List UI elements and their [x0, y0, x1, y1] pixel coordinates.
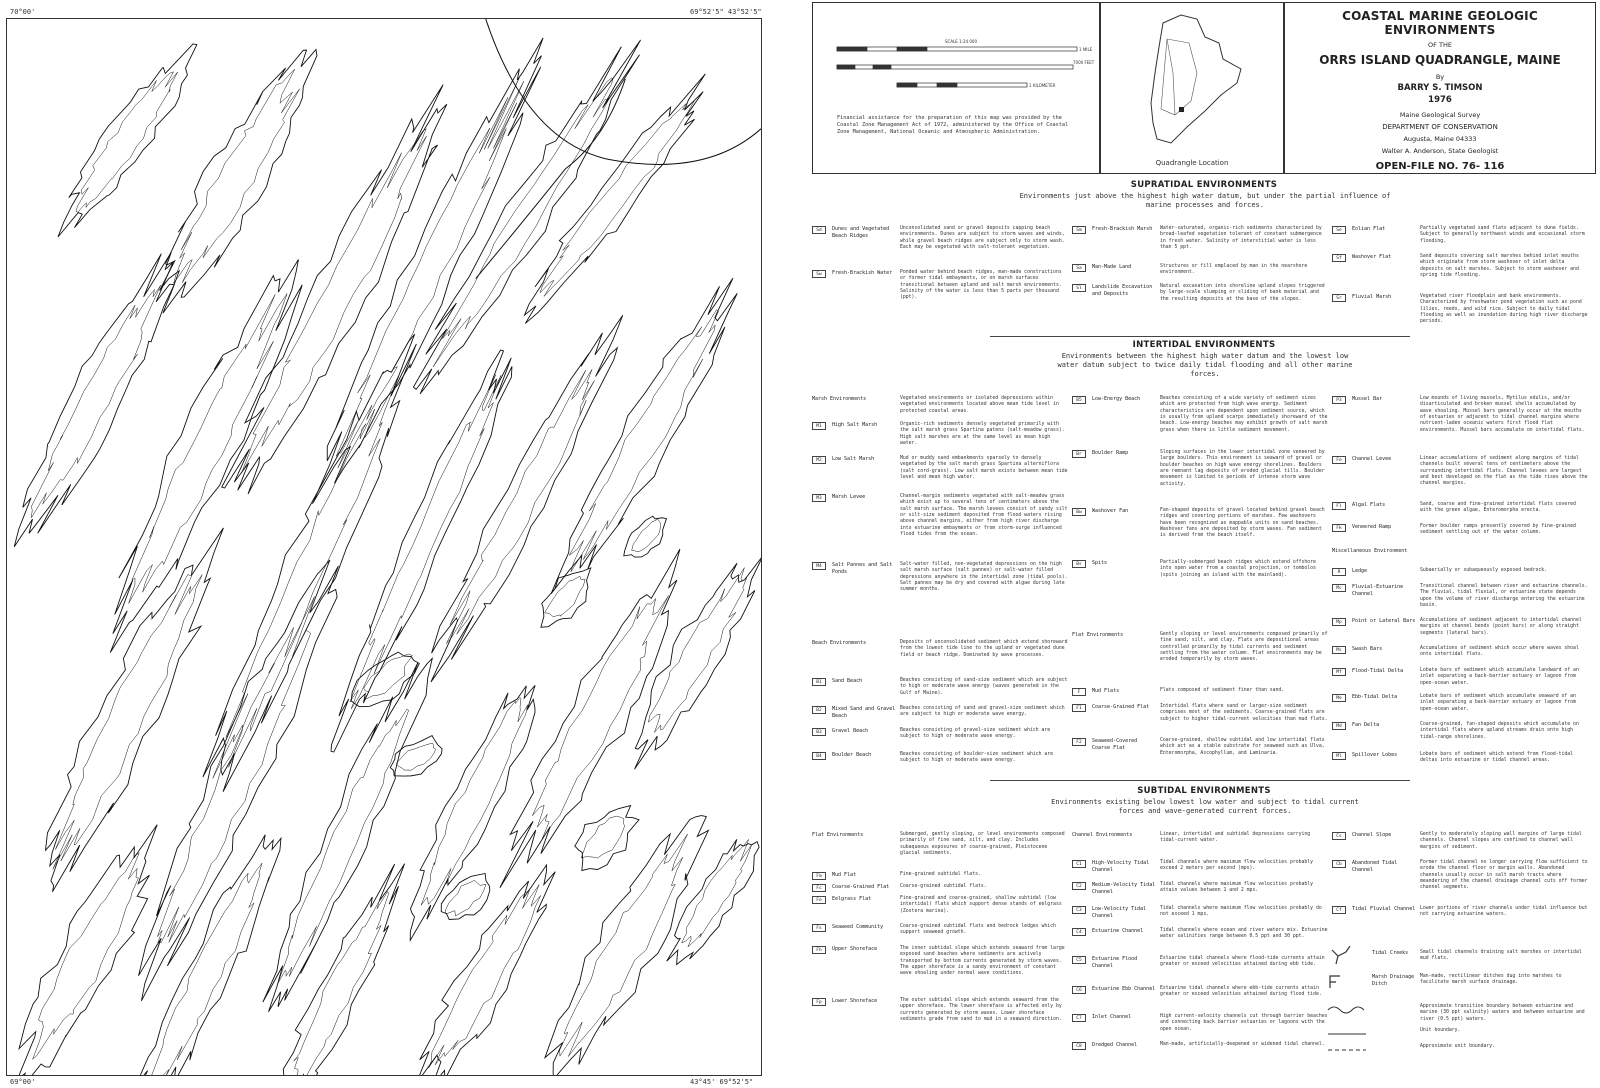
unit-name: Sand Beach: [832, 678, 863, 684]
unit-code-box: Sm: [1072, 226, 1086, 234]
maine-outline-icon: [1101, 3, 1285, 153]
unit-description: Sloping surfaces in the lower intertidal zone veneered by large boulders. This environment is seaward of gravel or boulder beaches on high wave energy shorelines. Boulders are remnant lag deposits of eroded glacial tills. Boulder movement is limited to periods of intense storm wave activity.: [1160, 450, 1325, 487]
unit-code-box: F2: [1072, 738, 1086, 746]
unit-description: Beaches consisting of sand and gravel-size sediment which are subject to high or moderate wave energy.: [900, 706, 1065, 718]
legend-entry: [1332, 694, 1590, 724]
legend-entry: [1072, 560, 1330, 590]
unit-description: Low mounds of living mussels, Mytilus edulis, and/or disarticulated and broken mussel shells accumulated by wave shoaling. Mussel bars generally occur at the mouths of estuaries or adjacent to tidal channel margins where nutrient-laden oceanic waters first flood flat environments. Mussel bars accumulate on intertidal flats.: [1420, 396, 1585, 433]
unit-name: Mud Flat: [832, 872, 857, 878]
unit-name: Fan Delta: [1352, 722, 1380, 728]
unit-description: Sand, coarse and fine-grained intertidal flats covered with the green algae, Enteromorpha erecta.: [1420, 502, 1576, 514]
title-panel: [1284, 2, 1596, 174]
unit-name: Fluvial-Estuarine Channel: [1352, 584, 1404, 597]
unit-name: Abandoned Tidal Channel: [1352, 860, 1398, 873]
title-line3: ORRS ISLAND QUADRANGLE, MAINE: [1319, 53, 1561, 67]
unit-name: Mud Flats: [1092, 688, 1120, 694]
legend-entry: [1072, 704, 1330, 734]
unit-name: Beach Environments: [812, 640, 867, 646]
unit-code-box: Sr: [1332, 294, 1346, 302]
title-agency: Maine Geological Survey: [1399, 111, 1481, 119]
legend-entry: [1072, 1014, 1330, 1044]
unit-description: Accumulations of sediment which occur where waves shoal onto intertidal flats.: [1420, 646, 1579, 658]
unit-description: Flats composed of sediment finer than sand.: [1160, 688, 1285, 693]
legend-entry: [812, 752, 1070, 782]
unit-description: Linear accumulations of sediment along margins of tidal channels built several tens of centimeters above the surrounding intertidal flats. Channel levees are largest and best developed on the flat as the tide rises above the channel margins.: [1420, 456, 1588, 487]
legend-entry: [1332, 294, 1590, 324]
supratidal-subtitle: Environments just above the highest high water datum, but under the partial influence of marine processes and forces.: [1019, 192, 1391, 210]
unit-description: Coarse-grained subtidal flats.: [900, 884, 987, 889]
unit-name: Landslide Excavation and Deposits: [1092, 284, 1153, 297]
unit-code-box: B1: [812, 678, 826, 686]
unit-name: Lower Shoreface: [832, 998, 878, 1004]
unit-description: Salt-water filled, non-vegetated depressions on the high salt marsh surface (salt pannes) or salt-water filled depressions anywhere in the intertidal zone (tidal pools). Salt pannes may be dry and covered with algae during late summer months.: [900, 562, 1068, 593]
unit-description: Coarse-grained subtidal flats and bedrock ledges which support seaweed growth.: [900, 924, 1056, 936]
unit-name: Mixed Sand and Gravel Beach: [832, 706, 896, 719]
unit-name: Man-Made Land: [1092, 264, 1132, 270]
unit-code-box: C5: [1072, 956, 1086, 964]
unit-name: Salt Pannes and Salt Ponds: [832, 562, 893, 575]
title-line2: OF THE: [1428, 41, 1452, 49]
unit-code-box: Sd: [812, 226, 826, 234]
unit-name: Spits: [1092, 560, 1108, 566]
unit-code-box: B4: [812, 752, 826, 760]
divider: [990, 336, 1410, 337]
unit-name: Tidal Fluvial Channel: [1352, 906, 1416, 912]
legend-entry: [812, 494, 1070, 537]
legend-entry: [1072, 956, 1330, 986]
subtidal-subtitle: Environments existing below lowest low water and subject to tidal current forces and wave-generated current forces.: [1051, 798, 1359, 816]
unit-code-box: Ms: [1332, 646, 1346, 654]
scale-km: 1 KILOMETER: [1029, 83, 1056, 88]
geologic-map[interactable]: [6, 18, 762, 1076]
unit-name: Flat Environments: [812, 832, 864, 838]
unit-name: Washover Flat: [1352, 254, 1392, 260]
unit-code-box: B5: [1072, 396, 1086, 404]
unit-code-box: C3: [1072, 906, 1086, 914]
unit-code-box: Cb: [1332, 860, 1346, 868]
legend-group-header: [1072, 832, 1330, 862]
unit-name: Upper Shoreface: [832, 946, 878, 952]
unit-description: Partially vegetated sand flats adjacent to dune fields. Subject to generally northwest winds and occasional storm flooding.: [1420, 226, 1585, 244]
unit-code-box: F1: [1072, 704, 1086, 712]
unit-code-box: Fc: [812, 884, 826, 892]
legend-entry: [1072, 284, 1330, 314]
unit-code-box: B3: [812, 728, 826, 736]
unit-code-box: Fs: [812, 924, 826, 932]
unit-description: Lobate bars of sediment which accumulate landward of an inlet separating a back-barrier estuary or lagoon from open-ocean water.: [1420, 668, 1579, 686]
unit-description: Ponded water behind beach ridges, man-made constructions or former tidal embayments, or on marsh surfaces transitional between upland and salt marsh environments. Salinity of the water is less than 5 parts per thousand (ppt).: [900, 270, 1062, 301]
legend-entry: [812, 562, 1070, 592]
scale-panel: [812, 2, 1100, 174]
unit-name: Gravel Beach: [832, 728, 869, 734]
title-year: 1976: [1428, 95, 1452, 105]
unit-description: Beaches consisting of a wide variety of sediment sizes which are protected from high wave energy. Sediment characteristics are dependent upon sediment source, which is usually from upland scarps immediately shoreward of the beach. Low-energy beaches may exhibit growth of salt marsh grass when there is little sediment movement.: [1160, 396, 1328, 433]
location-caption: Quadrangle Location: [1155, 159, 1229, 167]
unit-code-box: Fe: [812, 896, 826, 904]
symbol-name: Tidal Creeks: [1372, 950, 1409, 956]
unit-description: Fine-grained subtidal flats.: [900, 872, 981, 877]
symbol-description: Approximate unit boundary.: [1420, 1044, 1496, 1049]
legend-entry: [1072, 226, 1330, 256]
unit-code-box: Sl: [1072, 284, 1086, 292]
unit-description: Coarse-grained, shallow subtidal and low intertidal flats which act as a stable substrate for seaweed such as Ulva, Enteromorpha, Ascophyllum, and Laminaria.: [1160, 738, 1325, 756]
legend-entry: [1332, 254, 1590, 284]
unit-code-box: M4: [812, 562, 826, 570]
unit-code-box: Bs: [1072, 560, 1086, 568]
unit-description: Vegetated river floodplain and bank environments. Characterized by freshwater pond vegetation such as pond lilies, reeds, and wild rice. Subject to daily tidal flooding as well as inundation during high river discharge periods.: [1420, 294, 1588, 325]
unit-name: Fluvial Marsh: [1352, 294, 1392, 300]
unit-name: Low-Energy Beach: [1092, 396, 1141, 402]
legend-entry: [812, 422, 1070, 452]
unit-name: Flood-Tidal Delta: [1352, 668, 1404, 674]
unit-code-box: P3: [1332, 396, 1346, 404]
legend-entry: [812, 896, 1070, 926]
legend-group-header: [812, 832, 1070, 862]
unit-description: High current-velocity channels cut through barrier beaches and connecting back barrier estuaries or lagoons with the open ocean.: [1160, 1014, 1328, 1032]
unit-code-box: M1: [812, 422, 826, 430]
unit-name: Estuarine Channel: [1092, 928, 1144, 934]
unit-description: Tidal channels where maximum flow velocities probably attain values between 1 and 2 mps.: [1160, 882, 1314, 894]
unit-name: Channel Environments: [1072, 832, 1133, 838]
legend-entry: [1072, 986, 1330, 1016]
unit-code-box: C2: [1072, 882, 1086, 890]
unit-description: Lobate bars of sediment which extend from flood-tidal deltas into estuarine or tidal channel areas.: [1420, 752, 1574, 764]
legend-entry: [1072, 928, 1330, 958]
unit-code-box: Sw: [812, 270, 826, 278]
unit-code-box: Se: [1332, 226, 1346, 234]
financial-note: Financial assistance for the preparation of this map was provided by the Coastal Zone Management Act of 1972, administered by the Office of Coastal Zone Management, National Oceanic and Atmospheric Administration.: [837, 115, 1069, 136]
unit-description: Former boulder ramps presently covered by fine-grained sediment settling out of the water column.: [1420, 524, 1576, 536]
map-corner-top-right: 69°52'5" 43°52'5": [690, 8, 762, 16]
unit-code-box: C6: [1072, 986, 1086, 994]
approx-boundary-icon: [1326, 1040, 1372, 1060]
unit-name: Seaweed-Covered Coarse Flat: [1092, 738, 1138, 751]
unit-code-box: Fh: [812, 946, 826, 954]
unit-code-box: Cf: [1332, 906, 1346, 914]
legend-entry: [812, 998, 1070, 1028]
legend-group-header: [812, 640, 1070, 670]
legend-entry: [1332, 722, 1590, 752]
unit-description: Beaches consisting of gravel-size sediment which are subject to high or moderate wave energy.: [900, 728, 1051, 740]
unit-name: Seaweed Community: [832, 924, 884, 930]
unit-description: Fine-grained and coarse-grained, shallow subtidal (low intertidal) flats which support dense stands of eelgrass (Zostera marina).: [900, 896, 1062, 914]
unit-description: Estuarine tidal channels where ebb-tide currents attain greater or exceed velocities attained during flood tide.: [1160, 986, 1322, 998]
unit-description: Linear, intertidal and subtidal depressions carrying tidal-current water.: [1160, 832, 1311, 844]
subtidal-heading: SUBTIDAL ENVIRONMENTS: [1137, 786, 1271, 796]
legend-entry: [1332, 396, 1590, 433]
unit-description: The outer subtidal slope which extends seaward from the upper shoreface. The lower shoreface is affected only by currents generated by storm waves. Lower shoreface sediments grade from sand to mud in a seaward direction.: [900, 998, 1062, 1022]
unit-description: Sand deposits covering salt marshes behind inlet mouths which originate from storm washover of inlet delta deposits on salt marshes. Subject to storm washover and spring tide flooding.: [1420, 254, 1579, 278]
title-city: Augusta, Maine 04333: [1403, 135, 1477, 143]
unit-code-box: Sf: [1332, 254, 1346, 262]
unit-description: Unconsolidated sand or gravel deposits capping beach environments. Dunes are subject to storm waves and winds, while gravel beach ridges are subject only to storm wash. Each may be vegetated with salt-tolerant vegetation.: [900, 226, 1065, 250]
map-corner-bottom-right: 43°45' 69°52'5": [690, 1078, 754, 1086]
legend-entry: [1332, 584, 1590, 614]
unit-name: Coarse-Grained Flat: [832, 884, 890, 890]
unit-description: Former tidal channel no longer carrying flow sufficient to erode the channel floor or margin walls. Abandoned channels usually occur in salt marsh tracts where meandering of the channel drainage channel cuts off former channel segments.: [1420, 860, 1588, 891]
legend-entry: [1072, 450, 1330, 487]
unit-description: Coarse-grained, fan-shaped deposits which accumulate on intertidal flats where upland streams drain onto high tidal-range shorelines.: [1420, 722, 1579, 740]
unit-code-box: Mf: [1332, 668, 1346, 676]
symbol-description: Approximate transition boundary between estuarine and marine (30 ppt salinity) waters and between estuarine and river (0.5 ppt) waters.: [1420, 1004, 1585, 1022]
scale-title: SCALE 1:24 000: [945, 39, 977, 44]
title-dept: DEPARTMENT OF CONSERVATION: [1382, 123, 1498, 131]
unit-code-box: Sa: [1072, 264, 1086, 272]
legend-entry: [1072, 738, 1330, 768]
symbol-description: Unit boundary.: [1420, 1028, 1461, 1033]
misc-environment-heading: Miscellaneous Environment: [1332, 548, 1408, 554]
scale-bars: [813, 3, 1101, 103]
unit-code-box: Fk: [1332, 524, 1346, 532]
title-author: BARRY S. TIMSON: [1397, 83, 1483, 93]
unit-name: Swash Bars: [1352, 646, 1383, 652]
legend-entry: [1072, 508, 1330, 538]
unit-code-box: M2: [812, 456, 826, 464]
unit-description: Beaches consisting of sand-size sediment which are subject to high or moderate wave energy (waves generated in the Gulf of Maine).: [900, 678, 1068, 696]
unit-description: Gently to moderately sloping wall margins of large tidal channels. Channel slopes are confined to channel wall margins of sediment.: [1420, 832, 1582, 850]
unit-description: Subaerially or subaqueously exposed bedrock.: [1420, 568, 1548, 573]
unit-description: Lower portions of river channels under tidal influence but not carrying estuarine waters.: [1420, 906, 1588, 918]
unit-description: Fan-shaped deposits of gravel located behind gravel beach ridges and covering portions of marshes. Few washovers have been recognized as mappable units on sand beaches. Washover fans are deposited by storm waves. Fan sediment is derived from the beach itself.: [1160, 508, 1325, 539]
unit-name: Medium-Velocity Tidal Channel: [1092, 882, 1156, 895]
title-line1: COASTAL MARINE GEOLOGIC ENVIRONMENTS: [1342, 9, 1538, 37]
drainage-ditch-icon: [1326, 970, 1372, 990]
symbol-description: Small tidal channels draining salt marshes or intertidal mud flats.: [1420, 950, 1582, 962]
legend-entry: [812, 270, 1070, 300]
unit-name: Veneered Ramp: [1352, 524, 1392, 530]
unit-code-box: C8: [1072, 1042, 1086, 1050]
location-panel: [1100, 2, 1284, 174]
unit-name: Marsh Environments: [812, 396, 867, 402]
unit-name: Algal Flats: [1352, 502, 1386, 508]
unit-description: Channel-margin sediments vegetated with salt-meadow grass which exist up to several tens of centimeters above the salt marsh surface. The marsh levees consist of sandy silt or silt-size sediment deposited from flood waters rising above channel margins, either from high river discharge into estuarine embayments or from storm-surge influenced flood tides from the ocean.: [900, 494, 1068, 537]
unit-description: Man-made, artificially-deepened or widened tidal channel.: [1160, 1042, 1325, 1047]
unit-description: Accumulations of sediment adjacent to intertidal channel margins at channel bends (point bars) or along straight segments (lateral bars).: [1420, 618, 1582, 636]
unit-code-box: F: [1072, 688, 1086, 696]
unit-code-box: M3: [812, 494, 826, 502]
unit-code-box: C7: [1072, 1014, 1086, 1022]
unit-description: Natural excavation into shoreline upland slopes triggered by large-scale slumping or sliding of bank material and the resulting deposits at the base of the slopes.: [1160, 284, 1325, 302]
unit-code-box: Bw: [1072, 508, 1086, 516]
unit-description: Lobate bars of sediment which accumulate seaward of an inlet separating a back-barrier estuary or lagoon from open-ocean water.: [1420, 694, 1576, 712]
legend-entry: [1332, 752, 1590, 782]
unit-name: Boulder Beach: [832, 752, 872, 758]
unit-code-box: R: [1332, 568, 1346, 576]
unit-name: High-Velocity Tidal Channel: [1092, 860, 1150, 873]
unit-name: Flat Environments: [1072, 632, 1124, 638]
legend-entry: [1332, 618, 1590, 648]
intertidal-heading: INTERTIDAL ENVIRONMENTS: [1132, 340, 1276, 350]
unit-description: Organic-rich sediments densely vegetated primarily with the salt marsh grass Spartina patens (salt-meadow grass). High salt marshes are at the same level as mean high water.: [900, 422, 1065, 446]
unit-description: Tidal channels where maximum flow velocities probably do not exceed 1 mps.: [1160, 906, 1322, 918]
unit-description: Estuarine tidal channels where flood-tide currents attain greater or exceed velocities attained during ebb tide.: [1160, 956, 1325, 968]
unit-name: Channel Levee: [1352, 456, 1392, 462]
title-by: By: [1435, 73, 1445, 81]
unit-code-box: Mc: [1332, 584, 1346, 592]
unit-code-box: Br: [1072, 450, 1086, 458]
legend-entry: [1332, 226, 1590, 256]
unit-code-box: Fe: [1332, 456, 1346, 464]
unit-description: Tidal channels where maximum flow velocities probably exceed 2 meters per second (mps).: [1160, 860, 1314, 872]
unit-name: Mussel Bar: [1352, 396, 1383, 402]
unit-code-box: Mp: [1332, 618, 1346, 626]
wavy-boundary-icon: [1326, 1000, 1372, 1020]
legend-entry: [1332, 456, 1590, 486]
tidal-creek-icon: [1326, 946, 1372, 966]
legend-entry: [812, 456, 1070, 486]
unit-name: Ledge: [1352, 568, 1368, 574]
unit-name: High Salt Marsh: [832, 422, 878, 428]
unit-description: Vegetated environments or isolated depressions within vegetated environments located above mean tide level in protected coastal areas.: [900, 396, 1059, 414]
unit-name: Fresh-Brackish Marsh: [1092, 226, 1153, 232]
unit-name: Channel Slope: [1352, 832, 1392, 838]
unit-name: Marsh Levee: [832, 494, 866, 500]
unit-description: The inner subtidal slope which extends seaward from large exposed sand beaches where sediments are actively transported by bottom currents generated by storm waves. The upper shoreface is a sandy environment of constant wave shoaling under normal wave conditions.: [900, 946, 1065, 977]
unit-code-box: Fl: [1332, 502, 1346, 510]
legend-group-header: [1072, 632, 1330, 662]
symbol-name: Marsh Drainage Ditch: [1372, 974, 1415, 987]
legend-entry: [1332, 832, 1590, 862]
unit-code-box: Cs: [1332, 832, 1346, 840]
unit-name: Estuarine Flood Channel: [1092, 956, 1138, 969]
symbol-description: Man-made, rectilinear ditches dug into marshes to facilitate marsh surface drainage.: [1420, 974, 1562, 986]
unit-description: Intertidal flats where sand or larger-size sediment comprises most of the sediments. Coarse-grained flats are subject to higher tidal-current velocities than mud flats.: [1160, 704, 1328, 722]
quadrangle-marker: [1179, 107, 1184, 112]
legend-entry: [1332, 906, 1590, 936]
supratidal-heading: SUPRATIDAL ENVIRONMENTS: [1130, 180, 1278, 190]
open-file-number: OPEN-FILE NO. 76- 116: [1375, 161, 1505, 172]
legend-entry: [1072, 1042, 1330, 1072]
legend-entry: [812, 946, 1070, 976]
unit-name: Boulder Ramp: [1092, 450, 1129, 456]
unit-name: Dunes and Vegetated Beach Ridges: [832, 226, 890, 239]
unit-description: Tidal channels where ocean and river waters mix. Estuarine water salinities range between 0.5 ppt and 30 ppt.: [1160, 928, 1328, 940]
unit-name: Spillover Lobes: [1352, 752, 1398, 758]
unit-name: Point or Lateral Bars: [1352, 618, 1416, 624]
unit-description: Submerged, gently sloping, or level environments composed primarily of fine sand, silt, and clay. Includes subaqueous exposures of coarse-grained, Pleistocene glacial sediments.: [900, 832, 1065, 856]
unit-name: Estuarine Ebb Channel: [1092, 986, 1156, 992]
legend-entry: [812, 678, 1070, 708]
unit-description: Deposits of unconsolidated sediment which extend shoreward from the lowest tide line to the upland or vegetated dune field or beach ridge. Dominated by wave processes.: [900, 640, 1068, 658]
unit-code-box: Fp: [812, 998, 826, 1006]
unit-name: Eelgrass Flat: [832, 896, 872, 902]
map-linework: [7, 19, 761, 1075]
scale-feet: 7000 FEET: [1073, 60, 1095, 65]
title-geologist: Walter A. Anderson, State Geologist: [1381, 147, 1499, 155]
divider: [990, 780, 1410, 781]
unit-code-box: C1: [1072, 860, 1086, 868]
intertidal-subtitle: Environments between the highest high water datum and the lowest low water datum subject to twice daily tidal flooding and all other marine forces.: [1057, 352, 1353, 379]
unit-code-box: C4: [1072, 928, 1086, 936]
unit-name: Ebb-Tidal Delta: [1352, 694, 1398, 700]
unit-code-box: Ml: [1332, 752, 1346, 760]
unit-code-box: Fm: [812, 872, 826, 880]
unit-name: Washover Fan: [1092, 508, 1129, 514]
unit-code-box: Me: [1332, 694, 1346, 702]
map-corner-bottom-left: 69°00': [10, 1078, 36, 1086]
unit-name: Low-Velocity Tidal Channel: [1092, 906, 1147, 919]
unit-name: Eolian Flat: [1352, 226, 1386, 232]
unit-code-box: Md: [1332, 722, 1346, 730]
unit-code-box: B2: [812, 706, 826, 714]
map-corner-top-left: 70°00': [10, 8, 36, 16]
legend-entry: [812, 226, 1070, 256]
unit-description: Transitional channel between river and estuarine channels. The fluvial, tidal fluvial, or estuarine state depends upon the volume of river discharge entering the estuarine basin.: [1420, 584, 1588, 608]
unit-description: Beaches consisting of boulder-size sediment which are subject to high or moderate wave energy.: [900, 752, 1054, 764]
unit-name: Fresh-Brackish Water: [832, 270, 893, 276]
legend-entry: [1072, 396, 1330, 433]
unit-name: Inlet Channel: [1092, 1014, 1132, 1020]
unit-name: Coarse-Grained Flat: [1092, 704, 1150, 710]
unit-name: Low Salt Marsh: [832, 456, 875, 462]
unit-name: Dredged Channel: [1092, 1042, 1138, 1048]
unit-description: Partially-submerged beach ridges which extend offshore into open water from a coastal projection, or tombolos (spits joining an island with the mainland).: [1160, 560, 1316, 578]
unit-description: Mud or muddy sand embankments sparsely to densely vegetated by the salt marsh grass Spartina alterniflora (salt cord-grass). Low salt marsh exists between mean tide level and mean high water.: [900, 456, 1068, 480]
unit-description: Gently sloping or level environments composed primarily of fine sand, silt, and clay. Flats are depositional areas controlled primarily by tidal currents and sediment settling from the water column. Flat environments may be eroded temporarily by storm waves.: [1160, 632, 1328, 663]
legend-entry: [1332, 860, 1590, 890]
unit-description: Water-saturated, organic-rich sediments characterized by broad-leafed vegetation tolerant of constant submergence in fresh water. Salinity of interstitial water is less than 5 ppt.: [1160, 226, 1322, 250]
unit-description: Structures or fill emplaced by man in the nearshore environment.: [1160, 264, 1308, 276]
scale-mile: 1 MILE: [1079, 47, 1093, 52]
